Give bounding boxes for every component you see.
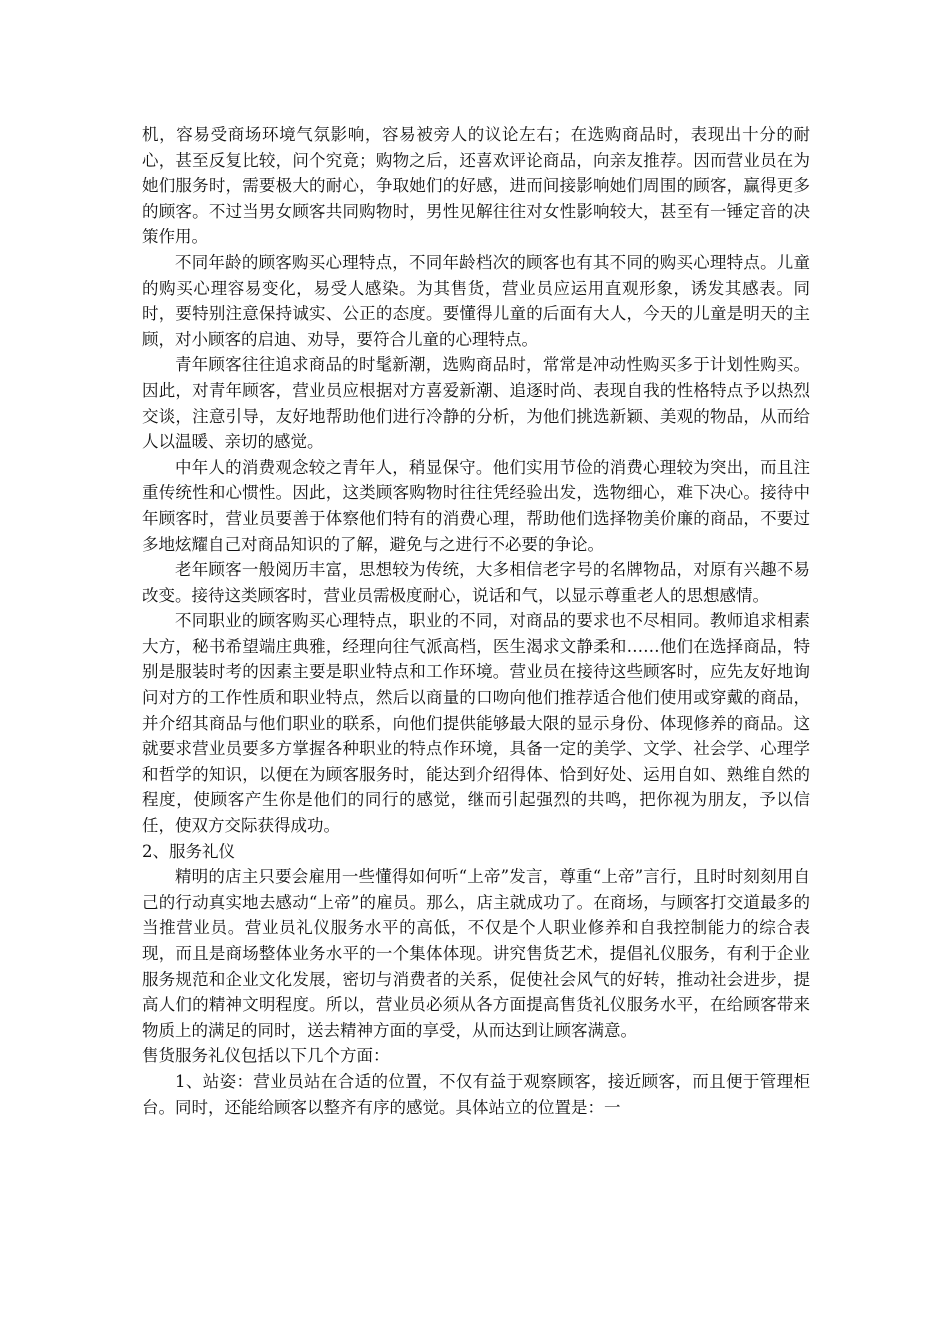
paragraph-age-groups: 不同年龄的顾客购买心理特点，不同年龄档次的顾客也有其不同的购买心理特点。儿童的购买心理容易变化，易受人感染。为其售货，营业员应运用直观形象，诱发其感表。同时，要特别注意保持诚实、公正的态度。要懂得儿童的后面有大人，今天的儿童是明天的主顾，对小顾客的启迪、劝导，要符合儿童的心理特点。 xyxy=(142,252,810,349)
section-heading-service-etiquette: 2、服务礼仪 xyxy=(142,841,235,861)
paragraph-elderly-customers: 老年顾客一般阅历丰富，思想较为传统，大多相信老字号的名牌物品，对原有兴趣不易改变。接待这类顾客时，营业员需极度耐心，说话和气，以显示尊重老人的思想感情。 xyxy=(142,560,810,605)
paragraph-standing-posture: 1、站姿：营业员站在合适的位置，不仅有益于观察顾客，接近顾客，而且便于管理柜台。同时，还能给顾客以整齐有序的感觉。具体站立的位置是：一 xyxy=(142,1071,810,1117)
paragraph-occupations: 不同职业的顾客购买心理特点，职业的不同，对商品的要求也不尽相同。教师追求相素大方，秘书希望端庄典雅，经理向往气派高档，医生渴求文静柔和……他们在选择商品，特别是服装时考的因素主要是职业特点和工作环境。营业员在接待这些顾客时，应先友好地询问对方的工作性质和职业特点，然后以商量的口吻向他们推荐适合他们使用或穿戴的商品，并介绍其商品与他们职业的联系，向他们提供能够最大限的显示身份、体现修养的商品。这就要求营业员要多方掌握各种职业的特点作环境，具备一定的美学、文学、社会学、心理学和哲学的知识，以便在为顾客服务时，能达到介绍得体、恰到好处、运用自如、熟维自然的程度，使顾客产生你是他们的同行的感觉，继而引起强烈的共鸣，把你视为朋友，予以信任，使双方交际获得成功。 xyxy=(142,611,810,836)
paragraph-young-customers: 青年顾客往往追求商品的时髦新潮，选购商品时，常常是冲动性购买多于计划性购买。因此，对青年顾客，营业员应根据对方喜爱新潮、追逐时尚、表现自我的性格特点予以热烈交谈，注意引导，友好地帮助他们进行冷静的分析，为他们挑选新颖、美观的物品，从而给人以温暖、亲切的感觉。 xyxy=(142,355,810,452)
paragraph-etiquette-aspects: 售货服务礼仪包括以下几个方面： xyxy=(142,1046,390,1066)
paragraph-women-shoppers: 机，容易受商场环境气氛影响，容易被旁人的议论左右；在选购商品时，表现出十分的耐心，甚至反复比较，问个究竟；购物之后，还喜欢评论商品，向亲友推荐。因而营业员在为她们服务时，需要极大的耐心，争取她们的好感，进而间接影响她们周围的顾客，赢得更多的顾客。不过当男女顾客共同购物时，男性见解往往对女性影响较大，甚至有一锤定音的决策作用。 xyxy=(142,125,810,247)
paragraph-middle-aged-customers: 中年人的消费观念较之青年人，稍显保守。他们实用节俭的消费心理较为突出，而且注重传统性和心惯性。因此，这类顾客购物时往往凭经验出发，选物细心，难下决心。接待中年顾客时，营业员要善于体察他们特有的消费心理，帮助他们选择物美价廉的商品，不要过多地炫耀自己对商品知识的了解，避免与之进行不必要的争论。 xyxy=(142,457,810,554)
paragraph-service-etiquette: 精明的店主只要会雇用一些懂得如何听“上帝”发言，尊重“上帝”言行，且时时刻刻用自己的行动真实地去感动“上帝”的雇员。那么，店主就成功了。在商场，与顾客打交道最多的当推营业员。营业员礼仪服务水平的高低，不仅是个人职业修养和自我控制能力的综合表现，而且是商场整体业务水平的一个集体体现。讲究售货艺术，提倡礼仪服务，有利于企业服务规范和企业文化发展，密切与消费者的关系，促使社会风气的好转，推动社会进步，提高人们的精神文明程度。所以，营业员必须从各方面提高售货礼仪服务水平，在给顾客带来物质上的满足的同时，送去精神方面的享受，从而达到让顾客满意。 xyxy=(142,867,810,1040)
document-page xyxy=(142,122,810,1120)
